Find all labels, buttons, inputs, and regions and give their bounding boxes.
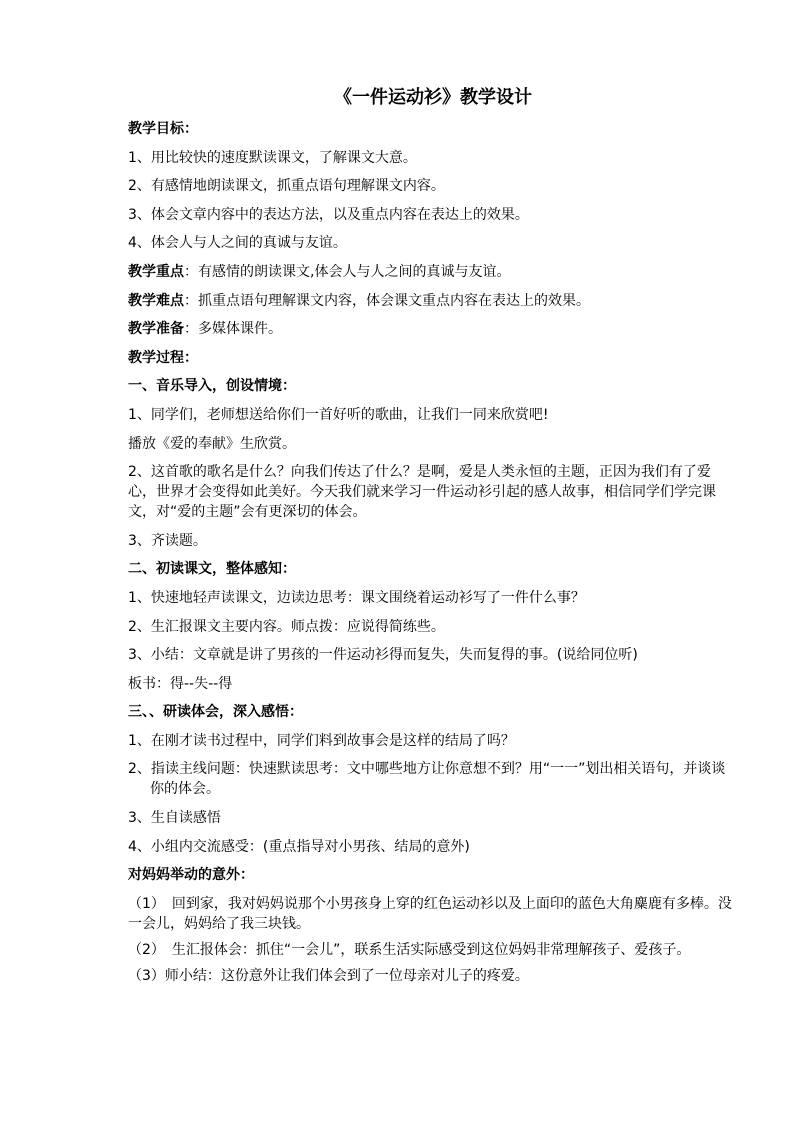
key-point <box>128 262 738 282</box>
section2-line-3: 3、小结：文章就是讲了男孩的一件运动衫得而复失，失而复得的事。(说给同位听) <box>128 647 638 664</box>
section3-line-4: 4、小组内交流感受：(重点指导对小男孩、结局的意外) <box>128 838 470 855</box>
preparation <box>128 319 738 339</box>
section3-line-1: 1、在刚才读书过程中，同学们料到故事会是这样的结局了吗？ <box>128 732 515 749</box>
goal-item-2: 2、有感情地朗读课文，抓重点语句理解课文内容。 <box>128 178 445 195</box>
section2-line-1: 1、快速地轻声读课文，边读边思考：课文围绕着运动衫写了一件什么事？ <box>128 589 585 606</box>
section1-line-4: 3、齐读题。 <box>128 532 207 549</box>
process-heading: 教学过程： <box>128 349 198 366</box>
section1-line-1: 1、同学们，老师想送给你们一首好听的歌曲，让我们一同来欣赏吧! <box>128 406 549 423</box>
mother-line-3: （3）师小结：这份意外让我们体会到了一位母亲对儿子的疼爱。 <box>128 967 529 984</box>
goal-item-1: 1、用比较快的速度默读课文，了解课文大意。 <box>128 149 417 166</box>
page-title: 《一件运动衫》教学设计 <box>334 87 532 108</box>
mother-line-2: （2） 生汇报体会：抓住“一会儿”，联系生活实际感受到这位妈妈非常理解孩子、爱孩子。 <box>128 941 691 958</box>
mother-line-1: （1） 回到家，我对妈妈说那个小男孩身上穿的红色运动衫以及上面印的蓝色大角麋鹿有多棒。没一会儿，妈妈给了我三块钱。 <box>128 895 732 932</box>
section3-heading: 三、、研读体会，深入感悟： <box>128 704 303 721</box>
section2-line-2: 2、生汇报课文主要内容。师点拨：应说得简练些。 <box>128 618 445 635</box>
document-page <box>128 84 738 994</box>
goal-item-3: 3、体会文章内容中的表达方法，以及重点内容在表达上的效果。 <box>128 206 529 223</box>
section1-line-3: 2、这首歌的歌名是什么？向我们传达了什么？是啊，爱是人类永恒的主题，正因为我们有了爱心，世界才会变得如此美好。今天我们就来学习一件运动衫引起的感人故事，相信同学们学完课文，对“爱的主题”会有更深切的体会。 <box>128 464 716 521</box>
section3-line-3: 3、生自读感悟 <box>128 810 221 827</box>
goals-heading: 教学目标： <box>128 121 198 137</box>
section2-line-4: 板书：得--失--得 <box>128 675 233 692</box>
section3-line-2: 2、指读主线问题：快速默读思考：文中哪些地方让你意想不到？用“一一”划出相关语句，并谈谈你的体会。 <box>128 761 726 798</box>
key-point-text: ：有感情的朗读课文,体会人与人之间的真诚与友谊。 <box>184 263 511 280</box>
section1-heading: 一、音乐导入，创设情境： <box>128 378 296 395</box>
key-point-label: 教学重点 <box>128 263 184 280</box>
difficulty-label: 教学难点 <box>128 292 184 309</box>
section1-line-2: 播放《爱的奉献》生欣赏。 <box>128 435 296 452</box>
section2-heading: 二、初读课文，整体感知： <box>128 561 296 578</box>
difficulty <box>128 291 738 311</box>
difficulty-text: ：抓重点语句理解课文内容，体会课文重点内容在表达上的效果。 <box>184 292 590 309</box>
goal-item-4: 4、体会人与人之间的真诚与友谊。 <box>128 235 347 252</box>
preparation-label: 教学准备 <box>128 321 184 338</box>
mother-heading: 对妈妈举动的意外： <box>128 867 254 884</box>
preparation-text: ：多媒体课件。 <box>184 321 282 338</box>
